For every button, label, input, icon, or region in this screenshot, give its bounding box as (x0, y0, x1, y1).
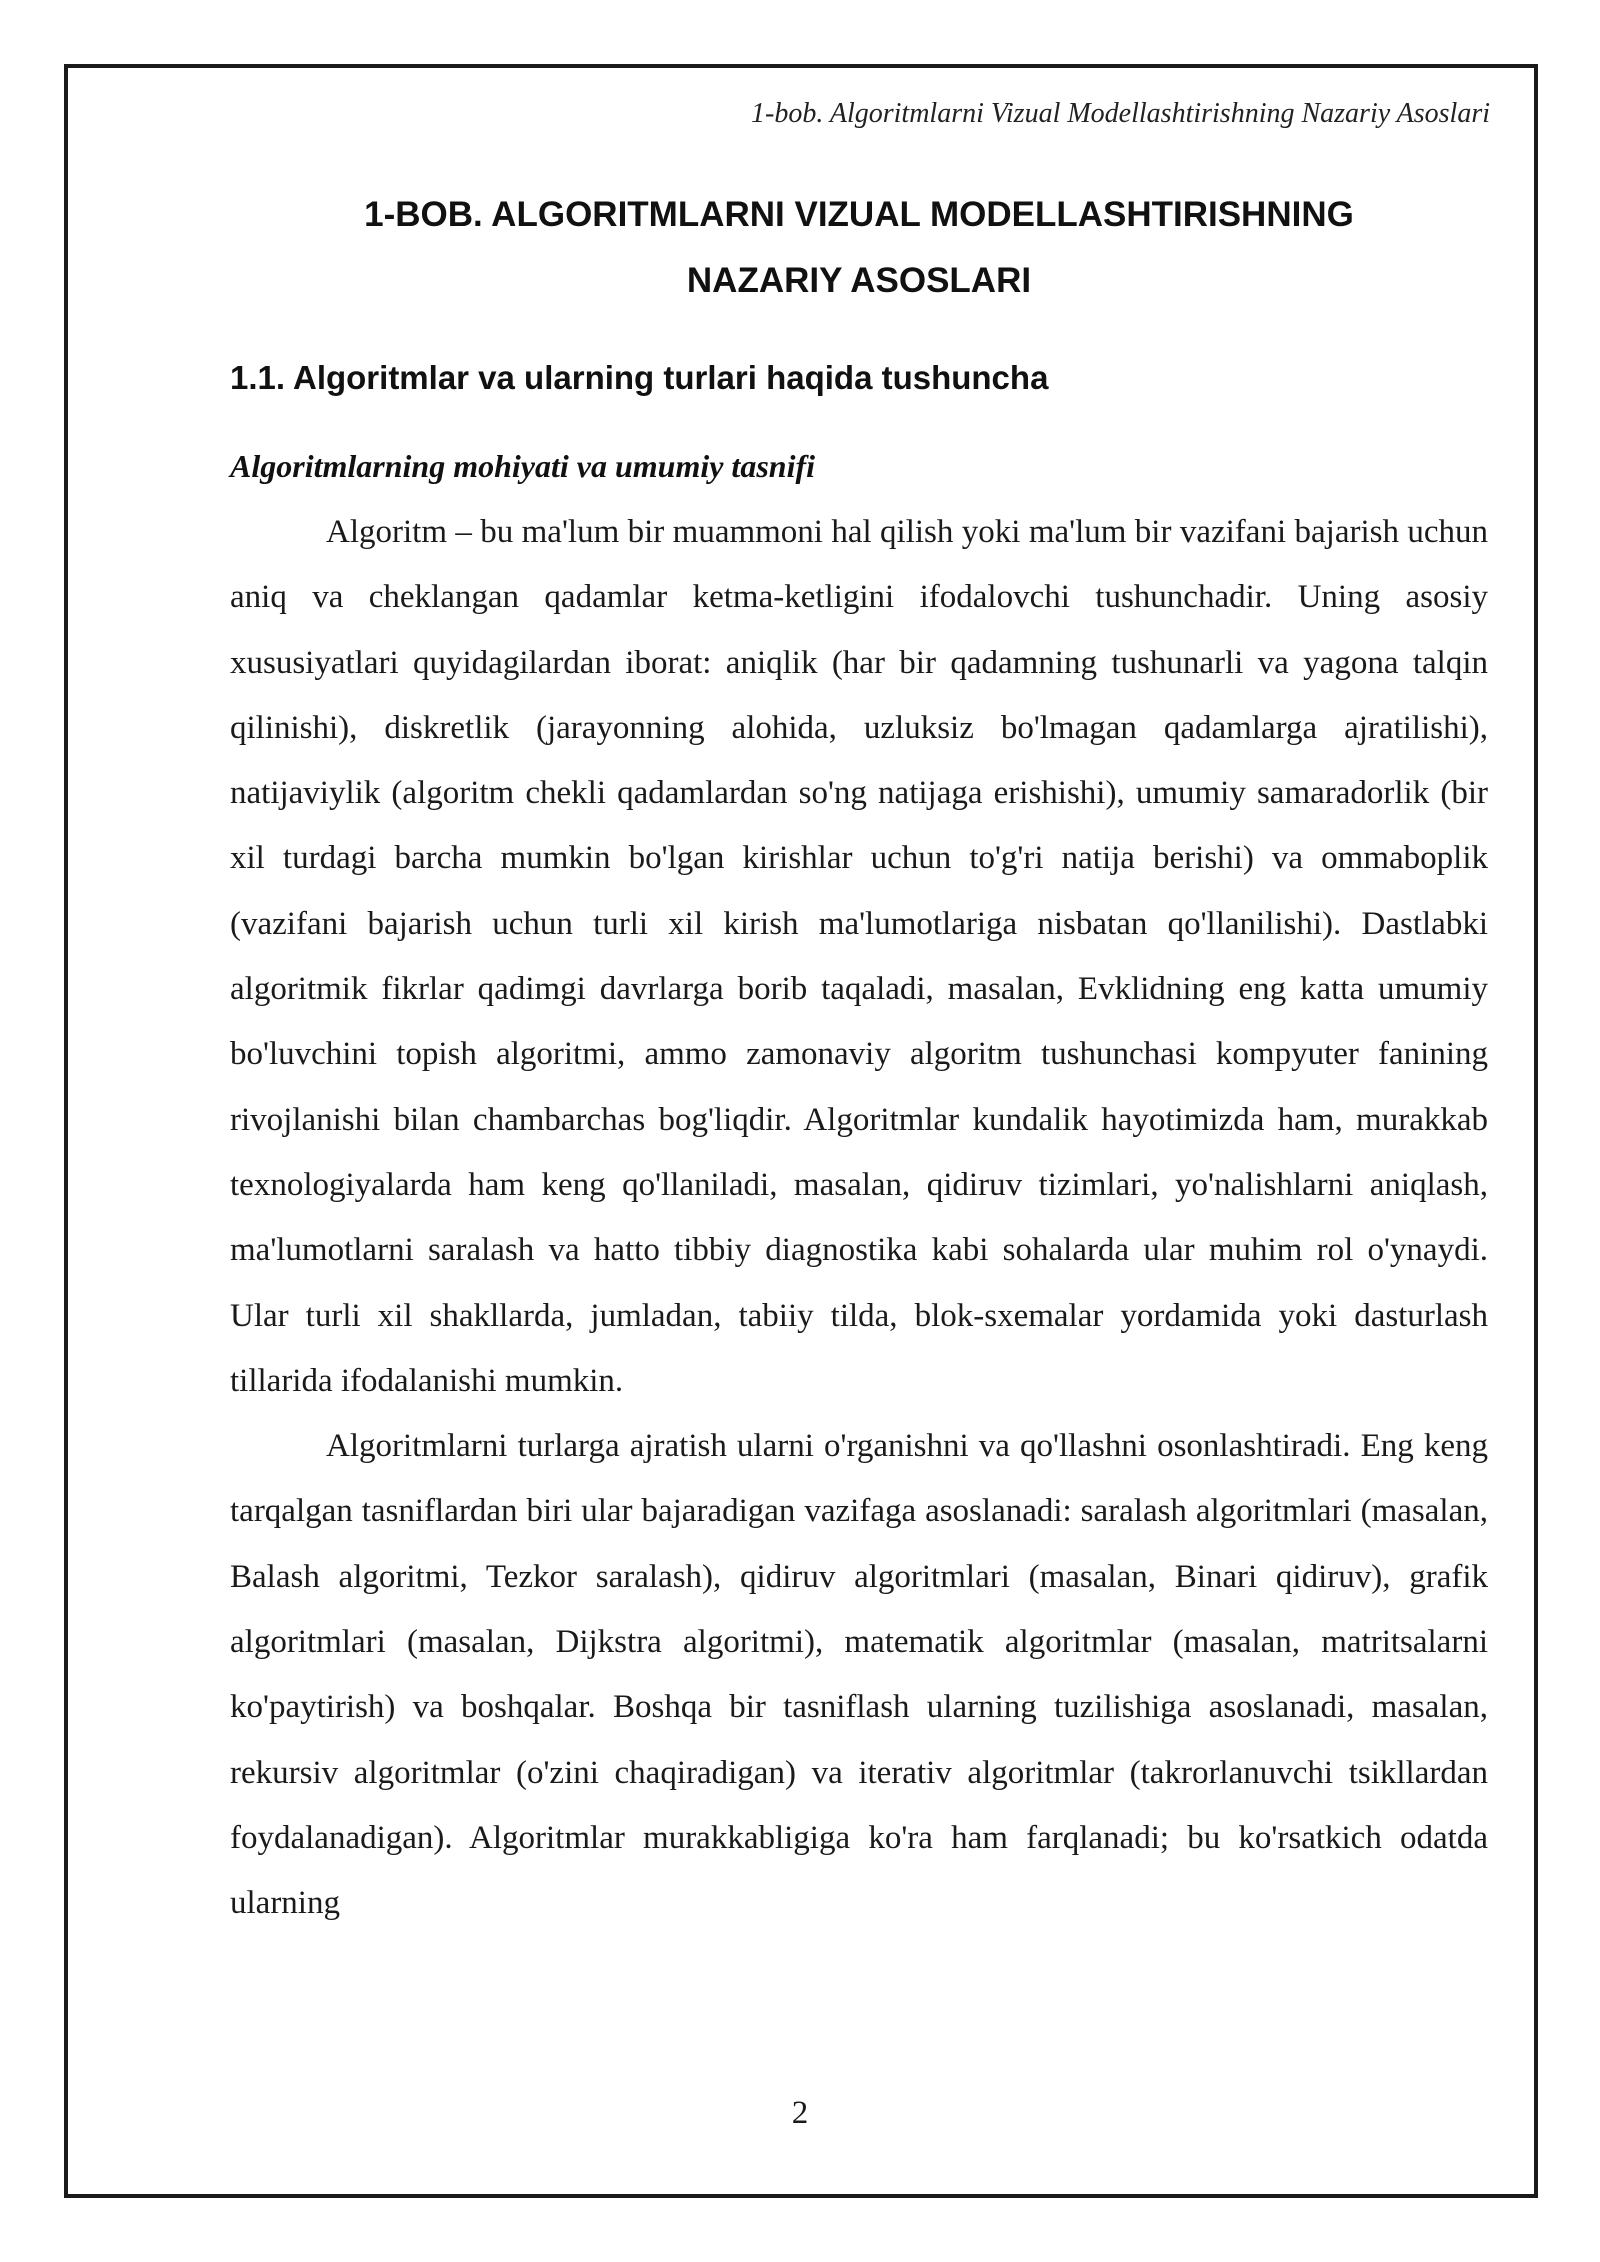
section-title: 1.1. Algoritmlar va ularning turlari haqida tushuncha (230, 359, 1049, 396)
page-content (230, 182, 1488, 1937)
body-paragraph-1: Algoritm – bu ma'lum bir muammoni hal qilish yoki ma'lum bir vazifani bajarish uchun aniq va cheklangan qadamlar ketma-ketligini ifodalovchi tushunchadir. Uning asosiy xususiyatlari quyidagilardan iborat: aniqlik (har bir qadamning tushunarli va yagona talqin qilinishi), diskretlik (jarayonning alohida, uzluksiz bo'lmagan qadamlarga ajratilishi), natijaviylik (algoritm chekli qadamlardan so'ng natijaga erishishi), umumiy samaradorlik (bir xil turdagi barcha mumkin bo'lgan kirishlar uchun to'g'ri natija berishi) va ommaboplik (vazifani bajarish uchun turli xil kirish ma'lumotlariga nisbatan qo'llanilishi). Dastlabki algoritmik fikrlar qadimgi davrlarga borib taqaladi, masalan, Evklidning eng katta umumiy bo'luvchini topish algoritmi, ammo zamonaviy algoritm tushunchasi kompyuter fanining rivojlanishi bilan chambarchas bog'liqdir. Algoritmlar kundalik hayotimizda ham, murakkab texnologiyalarda ham keng qo'llaniladi, masalan, qidiruv tizimlari, yo'nalishlarni aniqlash, ma'lumotlarni saralash va hatto tibbiy diagnostika kabi sohalarda ular muhim rol o'ynaydi. Ular turli xil shakllarda, jumladan, tabiiy tilda, blok-sxemalar yordamida yoki dasturlash tillarida ifodalanishi mumkin. (230, 514, 1488, 1399)
page-number: 2 (791, 2095, 809, 2131)
running-header: 1-bob. Algoritmlarni Vizual Modellashtirishning Nazariy Asoslari (751, 98, 1490, 129)
chapter-title-line1: 1-BOB. ALGORITMLARNI VIZUAL MODELLASHTIRISHNING (364, 195, 1354, 234)
chapter-title-line2: NAZARIY ASOSLARI (686, 261, 1032, 300)
subsection-title: Algoritmlarning mohiyati va umumiy tasnifi (230, 448, 815, 484)
body-paragraph-2: Algoritmlarni turlarga ajratish ularni o'rganishni va qo'llashni osonlashtiradi. Eng keng tarqalgan tasniflardan biri ular bajaradigan vazifaga asoslanadi: saralash algoritmlari (masalan, Balash algoritmi, Tezkor saralash), qidiruv algoritmlari (masalan, Binari qidiruv), grafik algoritmlari (masalan, Dijkstra algoritmi), matematik algoritmlar (masalan, matritsalarni ko'paytirish) va boshqalar. Boshqa bir tasniflash ularning tuzilishiga asoslanadi, masalan, rekursiv algoritmlar (o'zini chaqiradigan) va iterativ algoritmlar (takrorlanuvchi tsikllardan foydalanadigan). Algoritmlar murakkabligiga ko'ra ham farqlanadi; bu ko'rsatkich odatda ularning (230, 1428, 1488, 1922)
chapter-title (230, 182, 1488, 314)
